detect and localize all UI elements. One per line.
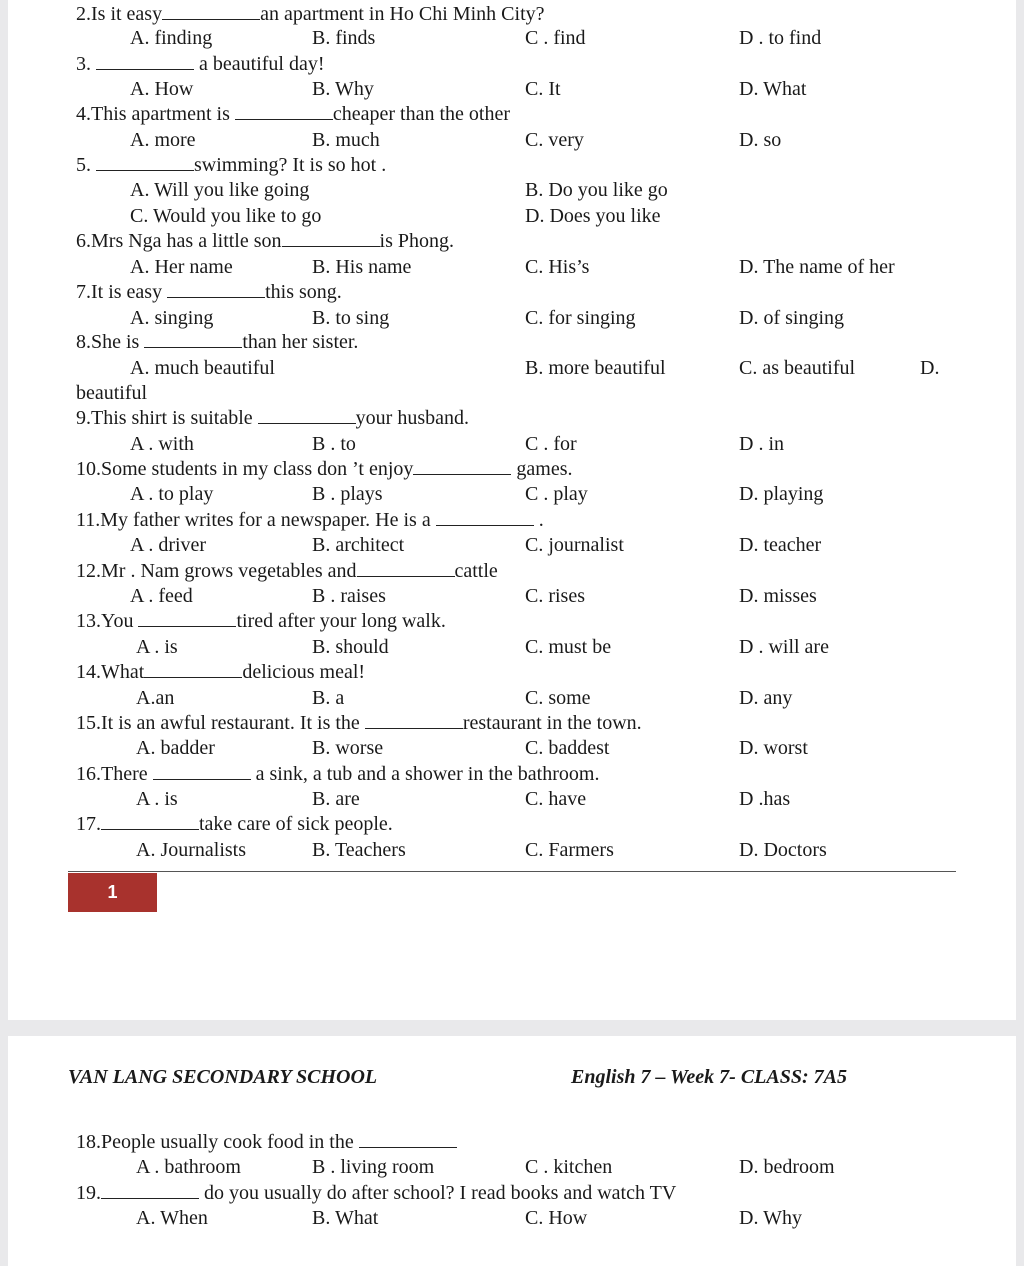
option-c: C . for xyxy=(525,433,577,455)
option-d: D. The name of her xyxy=(739,256,895,278)
option-b: B. Teachers xyxy=(312,839,406,861)
option-d: D. Doctors xyxy=(739,839,827,861)
option-c: C. His’s xyxy=(525,256,590,278)
option-d: D. so xyxy=(739,129,782,151)
option-d: D. bedroom xyxy=(739,1156,835,1178)
option-b: B. more beautiful xyxy=(525,357,666,379)
option-b: B. worse xyxy=(312,737,384,759)
question-11: 11.My father writes for a newspaper. He is a . xyxy=(76,509,544,531)
option-b: B. Why xyxy=(312,78,374,100)
option-c: C. rises xyxy=(525,585,585,607)
question-8: 8.She is than her sister. xyxy=(76,331,359,353)
option-b: B. should xyxy=(312,636,389,658)
school-name: VAN LANG SECONDARY SCHOOL xyxy=(68,1066,378,1088)
option-a: A. much beautiful xyxy=(130,357,275,379)
page-number-badge: 1 xyxy=(68,873,157,912)
option-a: A . to play xyxy=(130,483,214,505)
option-b: B . raises xyxy=(312,585,386,607)
option-c: C. must be xyxy=(525,636,612,658)
option-a: A . with xyxy=(130,433,194,455)
course-title: English 7 – Week 7- CLASS: 7A5 xyxy=(571,1066,847,1088)
option-a: A . feed xyxy=(130,585,193,607)
option-c: C. Would you like to go xyxy=(130,205,322,227)
option-d: D . to find xyxy=(739,27,822,49)
option-a: A. more xyxy=(130,129,196,151)
question-16: 16.There a sink, a tub and a shower in the bathroom. xyxy=(76,763,600,785)
question-7: 7.It is easy this song. xyxy=(76,281,342,303)
question-5: 5. swimming? It is so hot . xyxy=(76,154,387,176)
option-d: D. of singing xyxy=(739,307,844,329)
option-a: A. How xyxy=(130,78,194,100)
option-c: C. Farmers xyxy=(525,839,614,861)
option-b: B . living room xyxy=(312,1156,435,1178)
option-b: B. What xyxy=(312,1207,379,1229)
option-c: C . kitchen xyxy=(525,1156,613,1178)
question-10: 10.Some students in my class don ’t enjoy games. xyxy=(76,458,573,480)
question-18: 18.People usually cook food in the xyxy=(76,1130,457,1154)
option-d: D . in xyxy=(739,433,784,455)
option-a: A. Journalists xyxy=(136,839,246,861)
option-d: D. playing xyxy=(739,483,824,505)
option-d: D. What xyxy=(739,78,807,100)
option-b: B. a xyxy=(312,687,345,709)
option-b: B. to sing xyxy=(312,307,390,329)
option-a: A. badder xyxy=(136,737,215,759)
option-d: D. misses xyxy=(739,585,817,607)
option-c: C. for singing xyxy=(525,307,636,329)
option-b: B. architect xyxy=(312,534,405,556)
option-d: D. teacher xyxy=(739,534,822,556)
option-a: A . driver xyxy=(130,534,207,556)
question-9: 9.This shirt is suitable your husband. xyxy=(76,407,469,429)
option-c: C. have xyxy=(525,788,587,810)
question-13: 13.You tired after your long walk. xyxy=(76,610,446,632)
option-a: A . bathroom xyxy=(136,1156,241,1178)
option-d: D . will are xyxy=(739,636,829,658)
footer-rule xyxy=(68,871,956,872)
option-a: A. singing xyxy=(130,307,214,329)
question-12: 12.Mr . Nam grows vegetables and cattle xyxy=(76,560,498,582)
option-c: C. as beautiful xyxy=(739,357,856,379)
question-4: 4.This apartment is cheaper than the other xyxy=(76,103,510,125)
option-c: C . find xyxy=(525,27,586,49)
option-a: A . is xyxy=(136,788,178,810)
option-b: B. His name xyxy=(312,256,412,278)
option-b: B. much xyxy=(312,129,380,151)
option-b: B. are xyxy=(312,788,360,810)
question-14: 14.What delicious meal! xyxy=(76,661,366,683)
option-b: B. Do you like go xyxy=(525,179,668,201)
option-d-wrapped-text: beautiful xyxy=(76,382,148,404)
question-6: 6.Mrs Nga has a little son is Phong. xyxy=(76,230,454,252)
question-17: 17. take care of sick people. xyxy=(76,813,393,835)
option-d: D. Does you like xyxy=(525,205,661,227)
option-c: C. very xyxy=(525,129,584,151)
option-a: A. Will you like going xyxy=(130,179,310,201)
option-a: A . is xyxy=(136,636,178,658)
option-c: C. baddest xyxy=(525,737,610,759)
option-c: C. It xyxy=(525,78,561,100)
option-d: D. any xyxy=(739,687,793,709)
option-b: B . plays xyxy=(312,483,383,505)
question-15: 15.It is an awful restaurant. It is the restaurant in the town. xyxy=(76,712,642,734)
option-d: D .has xyxy=(739,788,791,810)
option-a: A. Her name xyxy=(130,256,233,278)
option-a: A. When xyxy=(136,1207,208,1229)
option-a: A.an xyxy=(136,687,175,709)
option-c: C. some xyxy=(525,687,591,709)
option-b: B. finds xyxy=(312,27,376,49)
option-d: D. Why xyxy=(739,1207,802,1229)
question-3: 3. a beautiful day! xyxy=(76,53,325,75)
option-a: A. finding xyxy=(130,27,213,49)
option-c: C. journalist xyxy=(525,534,624,556)
option-b: B . to xyxy=(312,433,356,455)
question-2: 2.Is it easy an apartment in Ho Chi Minh City? xyxy=(76,3,545,25)
option-c: C . play xyxy=(525,483,588,505)
question-19: 19. do you usually do after school? I read books and watch TV xyxy=(76,1182,677,1204)
option-c: C. How xyxy=(525,1207,588,1229)
option-d: D. xyxy=(920,357,940,379)
option-d: D. worst xyxy=(739,737,808,759)
